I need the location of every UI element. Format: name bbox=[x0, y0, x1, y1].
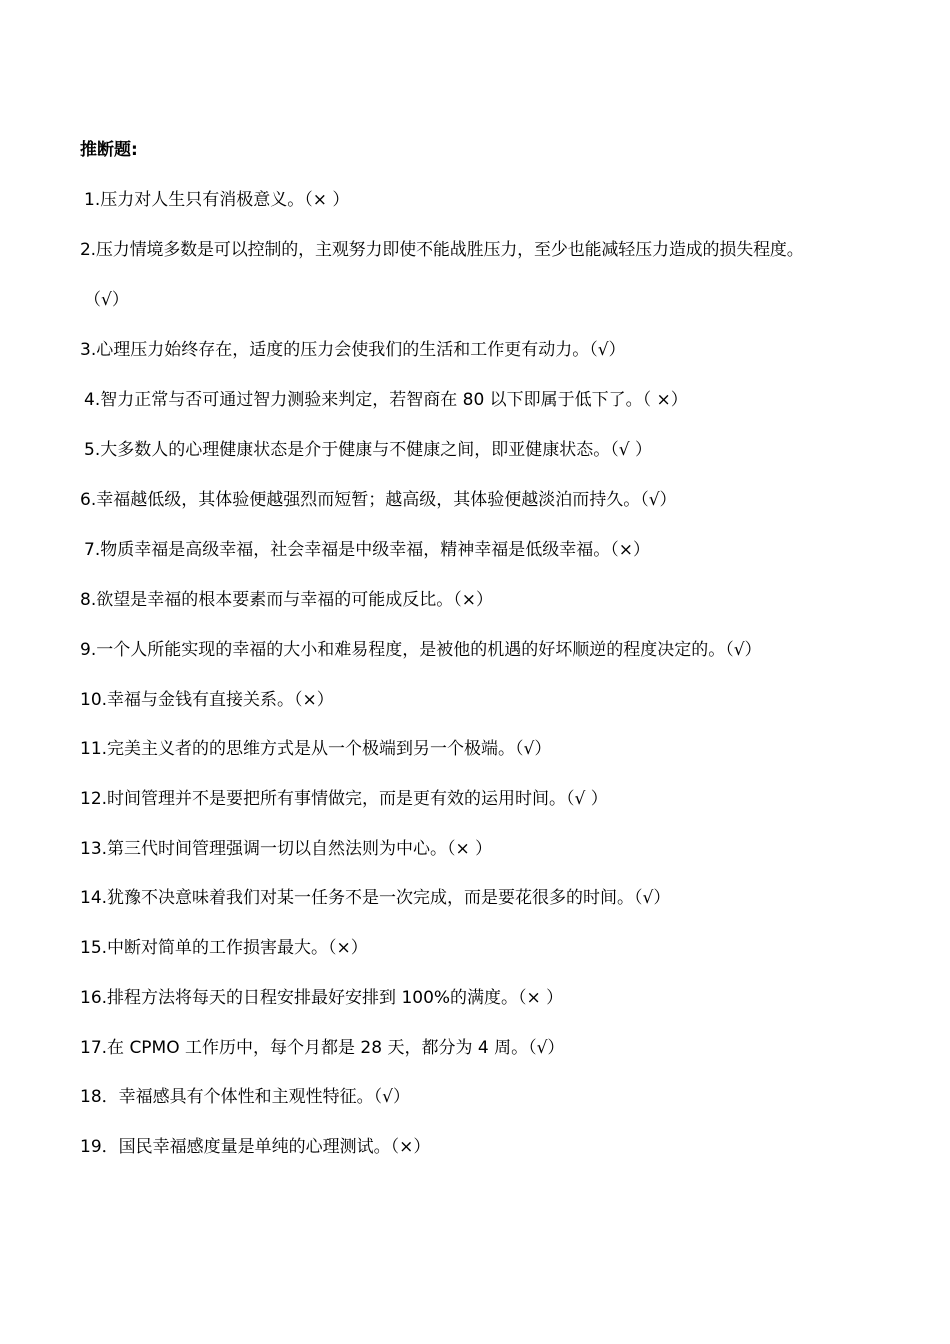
question-12: 12.时间管理并不是要把所有事情做完，而是更有效的运用时间。（√ ） bbox=[80, 789, 608, 809]
question-16: 16.排程方法将每天的日程安排最好安排到 100%的满度。（× ） bbox=[80, 988, 564, 1008]
question-17: 17.在 CPMO 工作历中，每个月都是 28 天，都分为 4 周。（√） bbox=[80, 1038, 565, 1058]
question-3: 3.心理压力始终存在，适度的压力会使我们的生活和工作更有动力。（√） bbox=[80, 340, 626, 360]
question-8: 8.欲望是幸福的根本要素而与幸福的可能成反比。（×） bbox=[80, 590, 493, 610]
question-10: 10.幸福与金钱有直接关系。（×） bbox=[80, 690, 334, 710]
question-14: 14.犹豫不决意味着我们对某一任务不是一次完成，而是要花很多的时间。（√） bbox=[80, 888, 671, 908]
question-1: 1.压力对人生只有消极意义。（× ） bbox=[84, 190, 350, 210]
question-11: 11.完美主义者的的思维方式是从一个极端到另一个极端。（√） bbox=[80, 739, 552, 759]
question-6: 6.幸福越低级，其体验便越强烈而短暂；越高级，其体验便越淡泊而持久。（√） bbox=[80, 490, 677, 510]
question-5: 5.大多数人的心理健康状态是介于健康与不健康之间，即亚健康状态。（√ ） bbox=[84, 440, 652, 460]
question-19: 19．国民幸福感度量是单纯的心理测试。（×） bbox=[80, 1137, 431, 1157]
question-4: 4.智力正常与否可通过智力测验来判定，若智商在 80 以下即属于低下了。（ ×） bbox=[84, 390, 688, 410]
question-15: 15.中断对简单的工作损害最大。（×） bbox=[80, 938, 368, 958]
question-9: 9.一个人所能实现的幸福的大小和难易程度，是被他的机遇的好坏顺逆的程度决定的。（√） bbox=[80, 640, 762, 660]
section-title: 推断题: bbox=[80, 140, 138, 160]
question-2: 2.压力情境多数是可以控制的，主观努力即使不能战胜压力，至少也能减轻压力造成的损失程度。 bbox=[80, 240, 804, 260]
question-18: 18．幸福感具有个体性和主观性特征。（√） bbox=[80, 1087, 410, 1107]
question-13: 13.第三代时间管理强调一切以自然法则为中心。（× ） bbox=[80, 839, 493, 859]
question-7: 7.物质幸福是高级幸福，社会幸福是中级幸福，精神幸福是低级幸福。（×） bbox=[84, 540, 650, 560]
question-2-answer: （√） bbox=[84, 290, 129, 310]
